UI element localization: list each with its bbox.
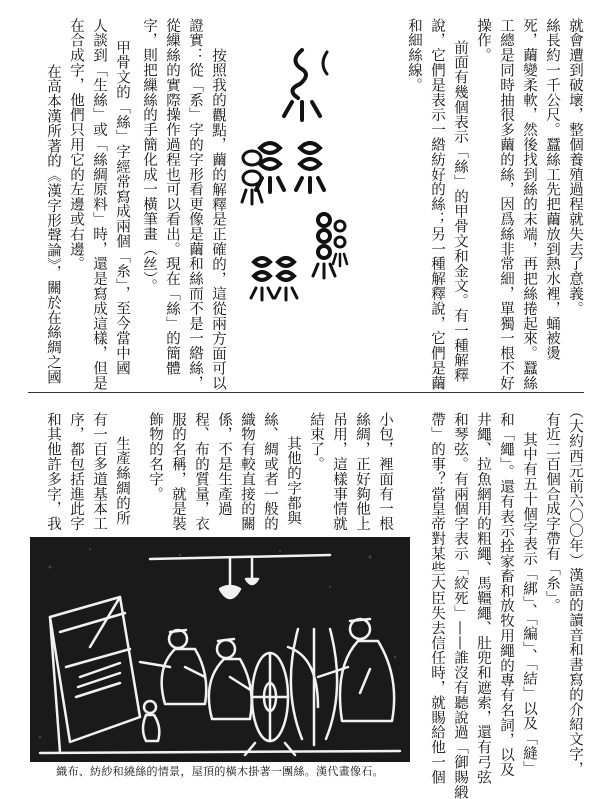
text-column: 和細絲線。 — [406, 18, 422, 93]
text-column: 服的名稱，就是裝 — [170, 412, 186, 532]
text-column: 帶」的事？當皇帝對某些大臣失去信任時，就賜給他一個 — [429, 412, 445, 785]
ancient-glyph-panel — [232, 30, 352, 320]
text-column: 有近二百個合成字帶有「糸」。 — [544, 412, 560, 614]
text-column: 在高本漢所著的《漢字形聲論》，關於在絲綢之國 — [45, 64, 61, 385]
text-column: 有一百多道基本工 — [91, 412, 107, 532]
text-column: （大約西元前六〇〇年）漢語的讀音和書寫的介紹文字， — [567, 404, 583, 777]
text-column: 絲、綢或者一般的 — [262, 412, 278, 532]
text-column: 說，它們是表示一綹紡好的絲；另一種解釋說，它們是繭 — [429, 18, 445, 391]
text-column: 按照我的觀點，繭的解釋是正確的，這從兩方面可以 — [210, 48, 226, 391]
text-column: 井繩、拉魚網用的粗繩、馬韁繩、肚兜和遮索，還有弓弦 — [475, 412, 491, 785]
text-column: 死，繭變柔軟，然後找到絲的末端，再把絲捲起來。蠶絲 — [521, 18, 537, 391]
text-column: 操作。 — [475, 18, 491, 63]
text-column: 程、布的質量，衣 — [193, 412, 209, 532]
text-column: 小包，裡面有一根 — [377, 412, 393, 532]
text-column: 係，不是生產過 — [216, 412, 232, 517]
text-column: 字，則把繅絲的手簡化成一橫筆畫（丝）。 — [141, 18, 157, 294]
silk-ancient-glyphs-icon — [232, 30, 352, 320]
text-column: 飾物的名字。 — [147, 412, 163, 502]
text-column: 前面有幾個表示「絲」的甲骨文和金文。有一種解釋 — [452, 40, 468, 383]
text-column: 序，都包括進此字 — [68, 412, 84, 532]
text-column: 織物有較直接的關 — [239, 412, 255, 532]
text-column: 其中有五十個字表示「綁」、「編」、「結」以及「縫」 — [521, 432, 537, 776]
han-stone-relief-illustration — [30, 537, 410, 762]
weaving-spinning-scene-icon — [30, 537, 410, 762]
illustration-caption: 織布、紡紗和繞絲的情景，屋頂的橫木掛著一團絲。漢代畫像石。 — [56, 765, 384, 778]
text-column: 在合成字，他們只用它的左邊或右邊。 — [68, 18, 84, 272]
text-column: 生產絲綢的所 — [114, 436, 130, 526]
text-column: 和琴弦。有兩個字表示「絞死」——誰沒有聽說過「御賜緞 — [452, 412, 468, 799]
text-column: 人談到「生絲」或「絲綢原料」時，還是寫成這樣，但是 — [91, 18, 107, 391]
text-column: 結束了。 — [308, 412, 324, 472]
text-column: 就會遭到破壞，整個養殖過程就失去了意義。 — [567, 18, 583, 316]
text-column: 絲綢，正好夠他上 — [354, 412, 370, 532]
text-column: 工總是同時抽很多繭的絲，因爲絲非常細，單獨一根不好 — [498, 18, 514, 391]
text-column: 絲長約一千公尺。蠶絲工先把繭放到熱水裡，蛹被燙 — [544, 18, 560, 361]
section-divider — [28, 392, 584, 393]
text-column: 其他的字都與 — [285, 436, 301, 526]
text-column: 從繅絲的實際操作過程也可以看出。現在「絲」的簡體 — [164, 18, 180, 376]
text-column: 甲骨文的「絲」字經常寫成兩個「糸」，至今當中國 — [114, 40, 130, 376]
text-column: 和其他許多字，我 — [45, 412, 61, 532]
text-column: 和「繩」。還有表示拴家畜和放牧用繩的專有名詞，以及 — [498, 412, 514, 778]
text-column: 證實：從「系」字的字形看更像是繭和絲而不是一綹絲， — [187, 18, 203, 391]
text-column: 吊用，這樣事情就 — [331, 412, 347, 532]
